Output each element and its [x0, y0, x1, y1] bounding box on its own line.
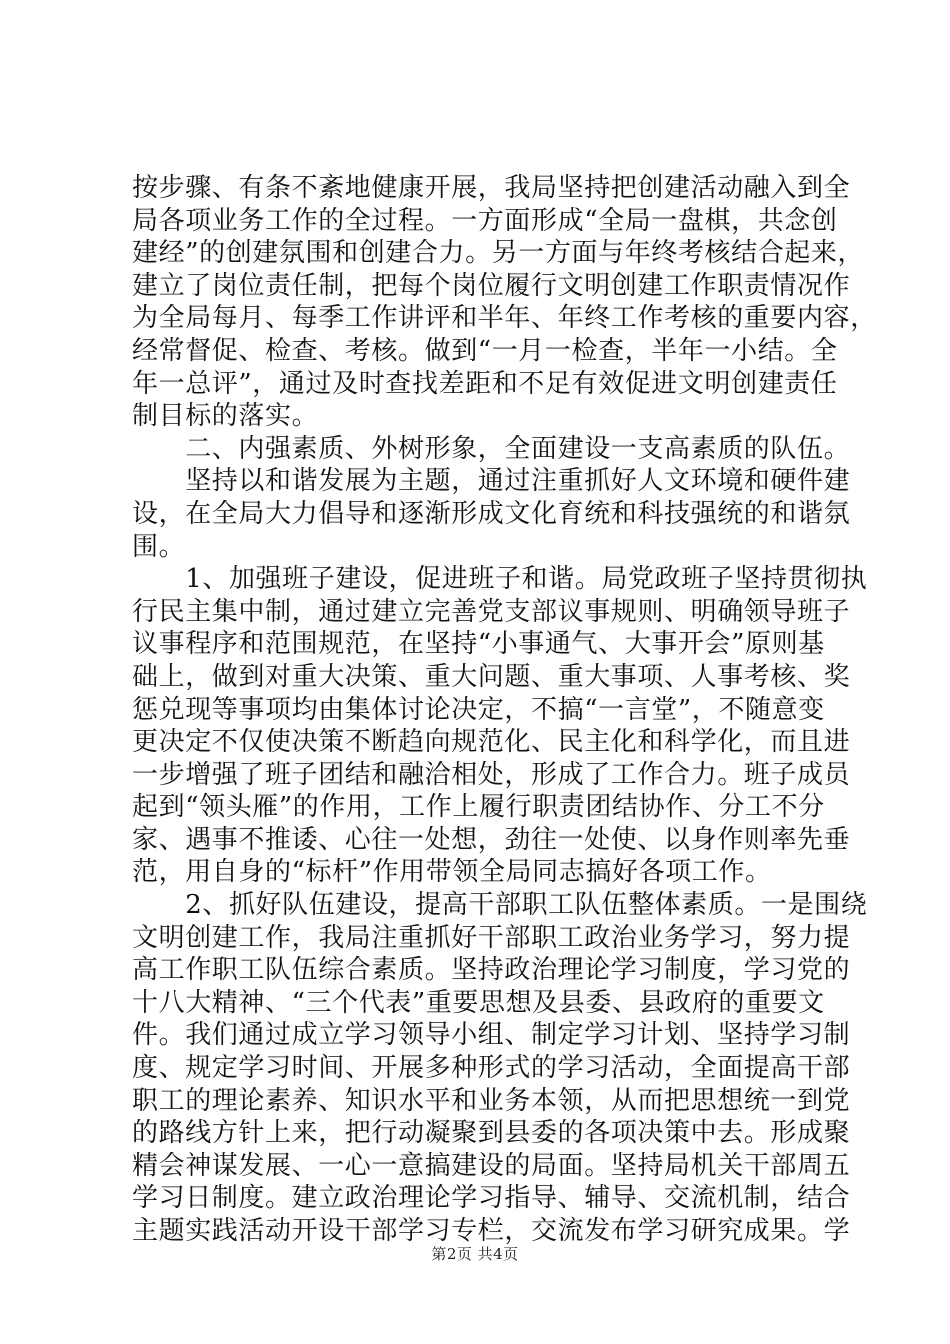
text-line: 行民主集中制，通过建立完善党支部议事规则、明确领导班子: [132, 596, 851, 627]
text-line: 二、内强素质、外树形象，全面建设一支高素质的队伍。: [132, 433, 851, 464]
text-line: 职工的理论素养、知识水平和业务本领，从而把思想统一到党: [132, 1085, 851, 1116]
text-line: 惩兑现等事项均由集体讨论决定，不搞“一言堂”，不随意变: [132, 694, 825, 725]
text-line: 制目标的落实。: [132, 401, 319, 432]
text-line: 家、遇事不推诿、心往一处想，劲往一处使、以身作则率先垂: [132, 824, 851, 855]
text-line: 础上，做到对重大决策、重大问题、重大事项、人事考核、奖: [132, 661, 851, 692]
text-line: 为全局每月、每季工作讲评和半年、年终工作考核的重要内容，: [132, 303, 877, 334]
text-line: 经常督促、检查、考核。做到“一月一检查，半年一小结。全: [132, 335, 838, 366]
text-line: 十八大精神、“三个代表”重要思想及县委、县政府的重要文: [132, 987, 825, 1018]
document-body: [132, 172, 877, 1248]
text-line: 范，用自身的“标杆”作用带领全局同志搞好各项工作。: [132, 857, 772, 888]
text-line: 主题实践活动开设干部学习专栏，交流发布学习研究成果。学: [132, 1216, 851, 1246]
text-line: 的路线方针上来，把行动凝聚到县委的各项决策中去。形成聚: [132, 1118, 851, 1149]
text-line: 2、抓好队伍建设，提高干部职工队伍整体素质。一是围绕: [132, 890, 868, 921]
text-line: 坚持以和谐发展为主题，通过注重抓好人文环境和硬件建: [132, 466, 851, 497]
text-line: 局各项业务工作的全过程。一方面形成“全局一盘棋，共念创: [132, 205, 838, 236]
text-line: 文明创建工作，我局注重抓好干部职工政治业务学习，努力提: [132, 922, 851, 953]
text-line: 更决定不仅使决策不断趋向规范化、民主化和科学化，而且进: [132, 727, 851, 758]
text-line: 高工作职工队伍综合素质。坚持政治理论学习制度，学习党的: [132, 955, 851, 986]
text-line: 建经”的创建氛围和创建合力。另一方面与年终考核结合起来，: [132, 238, 865, 269]
text-line: 设，在全局大力倡导和逐渐形成文化育统和科技强统的和谐氛: [132, 498, 851, 529]
text-line: 度、规定学习时间、开展多种形式的学习活动，全面提高干部: [132, 1053, 851, 1084]
text-line: 年一总评”，通过及时查找差距和不足有效促进文明创建责任: [132, 368, 838, 399]
page-number-footer: 第2页 共4页: [431, 1245, 519, 1263]
text-line: 精会神谋发展、一心一意搞建设的局面。坚持局机关干部周五: [132, 1150, 851, 1181]
text-line: 件。我们通过成立学习领导小组、制定学习计划、坚持学习制: [132, 1020, 851, 1051]
text-line: 学习日制度。建立政治理论学习指导、辅导、交流机制，结合: [132, 1183, 851, 1214]
text-line: 1、加强班子建设，促进班子和谐。局党政班子坚持贯彻执: [132, 564, 868, 595]
text-line: 建立了岗位责任制，把每个岗位履行文明创建工作职责情况作: [132, 270, 851, 301]
text-line: 起到“领头雁”的作用，工作上履行职责团结协作、分工不分: [132, 792, 825, 823]
text-line: 围。: [132, 531, 186, 562]
text-line: 议事程序和范围规范，在坚持“小事通气、大事开会”原则基: [132, 629, 825, 660]
text-line: 一步增强了班子团结和融洽相处，形成了工作合力。班子成员: [132, 759, 851, 790]
text-line: 按步骤、有条不紊地健康开展，我局坚持把创建活动融入到全: [132, 173, 851, 203]
